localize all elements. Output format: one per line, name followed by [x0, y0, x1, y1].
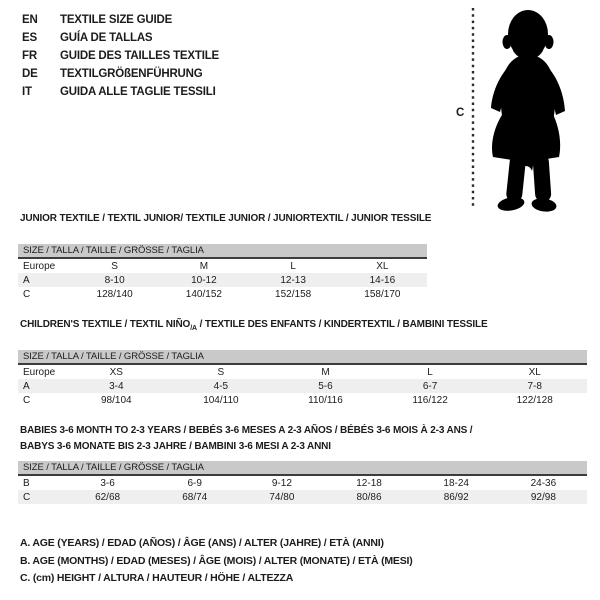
table-row [18, 475, 587, 490]
row-label: C [18, 490, 64, 504]
table-cell: S [217, 366, 225, 378]
children-section-title [20, 317, 487, 337]
language-label: TEXTILE SIZE GUIDE [60, 14, 173, 26]
table-cell: XL [376, 260, 389, 272]
table-row [18, 273, 427, 287]
children-title-text: / TEXTILE DES ENFANTS / KINDERTEXTIL / BAMBINI TESSILE [197, 319, 488, 330]
children-size-table [18, 350, 587, 407]
baby-height-figure [450, 6, 582, 214]
row-label: Europe [23, 366, 56, 378]
table-cell: 6-9 [187, 477, 202, 489]
table-cell: 24-36 [530, 477, 557, 489]
table-cell: 80/86 [325, 490, 412, 504]
children-title-subscript: /A [190, 325, 197, 332]
table-cell: 128/140 [96, 288, 133, 300]
table-cell: M [199, 260, 209, 272]
table-cell: 74/80 [238, 490, 325, 504]
language-code: IT [22, 86, 32, 98]
table-row [18, 364, 587, 379]
footnote-c: C. (cm) HEIGHT / ALTURA / HAUTEUR / HÖHE / ALTEZZA [20, 572, 294, 584]
table-cell: L [290, 260, 296, 272]
row-label: Europe [23, 260, 56, 272]
table-cell: XS [109, 366, 123, 378]
language-row-en [22, 11, 219, 29]
table-cell: 92/98 [500, 490, 587, 504]
language-label: TEXTILGRÖßENFÜHRUNG [60, 68, 203, 80]
language-code: FR [22, 50, 37, 62]
size-header-bar: SIZE / TALLA / TAILLE / GRÖSSE / TAGLIA [18, 244, 427, 258]
table-cell: 18-24 [443, 477, 469, 489]
footnote-a: A. AGE (YEARS) / EDAD (AÑOS) / ÂGE (ANS) / ALTER (JAHRE) / ETÀ (ANNI) [20, 537, 384, 549]
babies-title-line1: BABIES 3-6 MONTH TO 2-3 YEARS / BEBÉS 3-6 MESES A 2-3 AÑOS / BÉBÉS 3-6 MOIS À 2-3 ANS / [20, 425, 473, 436]
junior-section-title: JUNIOR TEXTILE / TEXTIL JUNIOR/ TEXTILE JUNIOR / JUNIORTEXTIL / JUNIOR TESSILE [20, 213, 432, 224]
table-cell: 86/92 [413, 490, 500, 504]
size-header-bar: SIZE / TALLA / TAILLE / GRÖSSE / TAGLIA [18, 350, 587, 364]
language-row-it [22, 83, 219, 101]
table-cell: 140/152 [185, 288, 222, 300]
table-cell: 12-13 [249, 273, 338, 287]
table-cell: 104/110 [203, 394, 239, 406]
table-cell: 110/116 [308, 394, 343, 406]
table-cell: 14-16 [338, 273, 427, 287]
table-cell: 5-6 [273, 379, 378, 393]
row-label: C [23, 288, 31, 300]
table-cell: 98/104 [101, 394, 132, 406]
babies-size-table [18, 461, 587, 504]
table-cell: 7-8 [482, 379, 587, 393]
table-row [18, 393, 587, 407]
row-label: A [18, 273, 70, 287]
language-row-de [22, 65, 219, 83]
row-label: A [18, 379, 64, 393]
language-label: GUIDA ALLE TAGLIE TESSILI [60, 86, 216, 98]
table-row [18, 287, 427, 301]
children-title-text: CHILDREN'S TEXTILE / TEXTIL NIÑO [20, 319, 191, 330]
baby-silhouette [450, 6, 582, 214]
table-cell: 4-5 [169, 379, 274, 393]
table-cell: 12-18 [356, 477, 382, 489]
table-row [18, 258, 427, 273]
language-row-es [22, 29, 219, 47]
babies-title-line2: BABYS 3-6 MONATE BIS 2-3 JAHRE / BAMBINI 3-6 MESI A 2-3 ANNI [20, 441, 331, 452]
height-measure-label: C [456, 107, 465, 119]
junior-size-table [18, 244, 427, 301]
table-cell: M [321, 366, 330, 378]
row-label: B [23, 477, 30, 489]
size-header-bar: SIZE / TALLA / TAILLE / GRÖSSE / TAGLIA [18, 461, 587, 475]
table-cell: 3-4 [64, 379, 169, 393]
footnote-b: B. AGE (MONTHS) / EDAD (MESES) / ÂGE (MOIS) / ALTER (MONATE) / ETÀ (MESI) [20, 554, 413, 567]
table-cell: S [111, 260, 118, 272]
table-cell: 3-6 [100, 477, 115, 489]
language-code: ES [22, 32, 37, 44]
table-row [18, 379, 587, 393]
table-cell: XL [528, 366, 541, 378]
table-cell: 62/68 [64, 490, 151, 504]
language-code: EN [22, 14, 38, 26]
babies-section-title [20, 423, 472, 455]
table-cell: 68/74 [151, 490, 238, 504]
language-label: GUIDE DES TAILLES TEXTILE [60, 50, 219, 62]
language-row-fr [22, 47, 219, 65]
table-cell: 122/128 [516, 394, 553, 406]
table-cell: 9-12 [271, 477, 292, 489]
table-cell: 10-12 [159, 273, 248, 287]
table-cell: 116/122 [412, 394, 448, 406]
table-cell: 158/170 [364, 288, 401, 300]
language-list [22, 11, 219, 101]
table-cell: 8-10 [70, 273, 159, 287]
table-row [18, 490, 587, 504]
row-label: C [23, 394, 31, 406]
table-cell: 152/158 [275, 288, 312, 300]
footnotes [20, 535, 413, 588]
table-cell: 6-7 [378, 379, 483, 393]
table-cell: L [427, 366, 433, 378]
language-label: GUÍA DE TALLAS [60, 32, 153, 44]
language-code: DE [22, 68, 38, 80]
